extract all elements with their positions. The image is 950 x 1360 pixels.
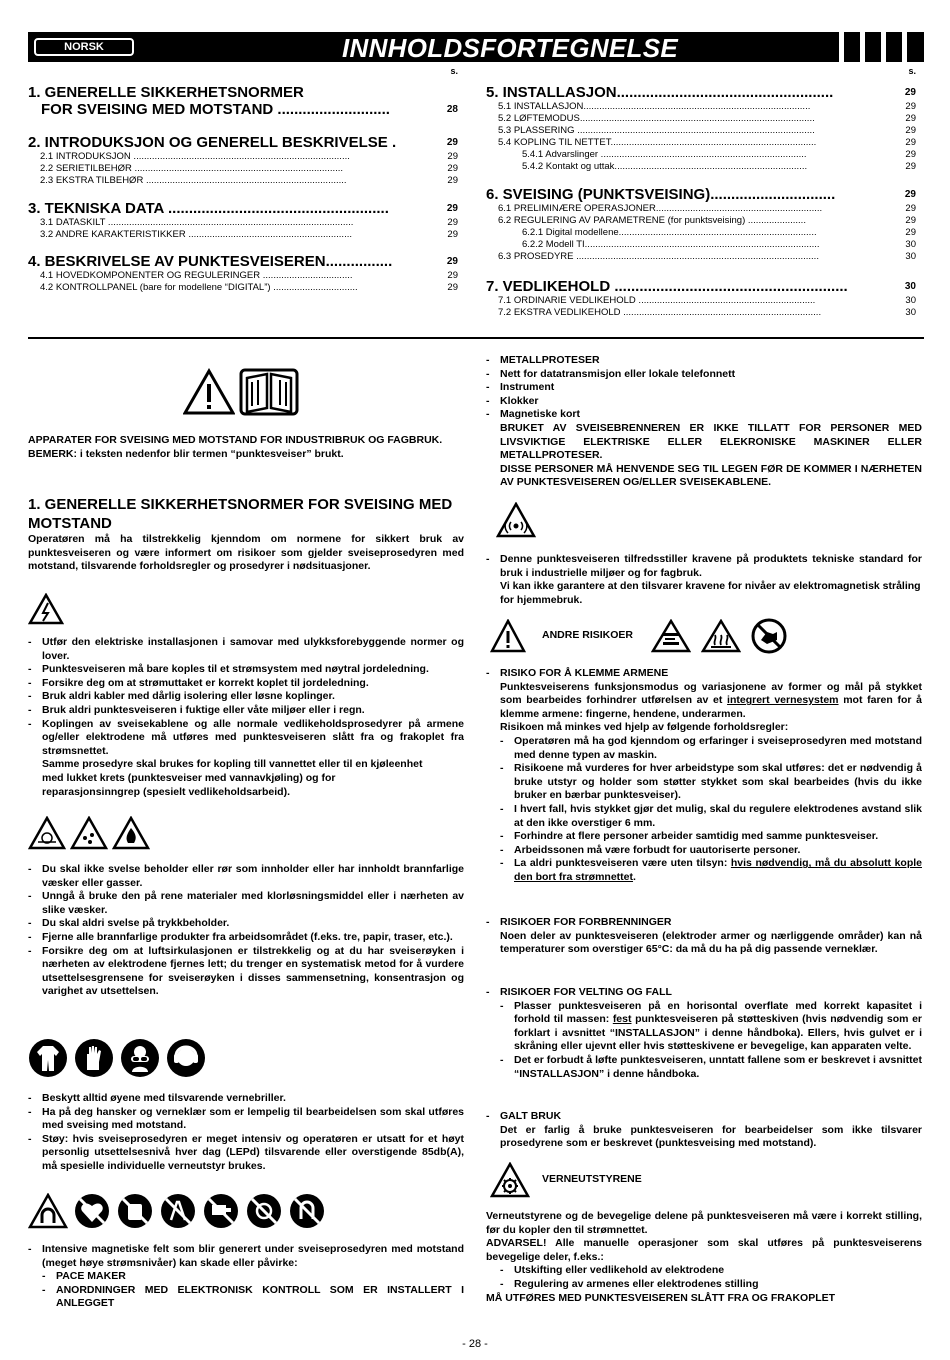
toc-item[interactable]: 7.1 ORDINARIE VEDLIKEHOLD ................................................................... 30 [498, 295, 916, 306]
toc-section-4[interactable] [28, 253, 458, 294]
intro-note: BEMERK: i teksten nedenfor blir termen “punktesveiser” brukt. [28, 447, 344, 460]
burn-risk-block: - RISIKOER FOR FORBRENNINGER Noen deler av punktesveiseren (elektroder armer og nærliggende områder) kan nå temperaturer som overstiger 65°C: da må du ha på dig passende verneklær. [486, 916, 922, 956]
list-item: - Regulering av armenes eller elektrodenes stilling [500, 1277, 759, 1290]
section-divider [28, 337, 924, 339]
list-item-extra: Vi kan ikke garantere at den tilsvarer kravene for nivåer av elektromagnetisk stråling for hjemmebruk. [500, 580, 921, 606]
list-item: - Arbeidssonen må være forbudt for uautoriserte personer. [500, 843, 801, 856]
toc-title: 4. BESKRIVELSE AV PUNKTESVEISEREN................ [28, 253, 393, 270]
flammable-hazard-icon [112, 816, 150, 850]
list-item-extra: Samme prosedyre skal brukes for kopling till vannettet eller til en kjøleenhet [42, 758, 423, 771]
ppe-icons [28, 1038, 206, 1078]
list-item: - Forsikre deg om at luftsirkulasjonen er tilstrekkelig og at du har sveiserøyken i nærheten av elektrodene fjernes lett; du trenger en systematisk metod for å vurdere utsettelsesgrensene for sveiserøyken i disses sammensetning, konsentrasjon og varighet av utsettelsen. [28, 944, 464, 998]
toc-item[interactable]: 6.2.1 Digital modellene........................................................................... 29 [522, 227, 916, 238]
burn-risk-paragraph: Noen deler av punktesveiseren (elektroder armer og nærliggende områder) kan nå temperaturer som overstiger 65°C: da må du ha på dig passende verneklær. [500, 929, 922, 956]
corrosive-hazard-icon [70, 816, 108, 850]
list-item: - Operatøren må ha god kjenndom og erfaringer i sveiseprosedyren med motstand med denne typen av maskin. [500, 734, 922, 761]
guards-paragraph: Verneutstyrene og de bevegelige delene på punktesveiseren må være i korrekt stilling, før du kopler den til strømnettet. [486, 1210, 922, 1236]
electric-hazard-icon [28, 593, 64, 625]
no-data-cable-icon [202, 1192, 240, 1230]
warning-manual-icons [183, 368, 299, 416]
warning-triangle-icon [183, 368, 235, 416]
magnetic-sub-list [486, 354, 922, 490]
toc-section-2[interactable] [28, 134, 458, 187]
toc-title: FOR SVEISING MED MOTSTAND ........................... [41, 101, 390, 118]
no-electronic-device-icon [159, 1192, 197, 1230]
toc-item[interactable]: 5.4.2 Kontakt og uttak......................................................................... 29 [522, 161, 916, 172]
toc-right-column [486, 66, 916, 326]
section-1-title: 1. GENERELLE SIKKERHETSNORMER FOR SVEISING MED MOTSTAND [28, 496, 453, 532]
gloves-icon [74, 1038, 114, 1078]
toc-item[interactable]: 5.4 KOPLING TIL NETTET.............................................................................. 29 [498, 137, 916, 148]
toc-title: 3. TEKNISKA DATA ..................................................... [28, 200, 389, 217]
toc-title: 6. SVEISING (PUNKTSVEISING).............................. [486, 186, 836, 203]
hearing-protection-icon [166, 1038, 206, 1078]
burn-risk-title: RISIKOER FOR FORBRENNINGER [500, 916, 672, 928]
warning-text: BRUKET AV SVEISEBRENNEREN ER IKKE TILLATT FOR PERSONER MED LIVSVIKTIGE ELEKTRISKE ELLER ELEKRONISKE MASKINER ELLER METALLPROTESER. [500, 421, 922, 462]
header-bars-decoration [839, 32, 918, 62]
no-magnetic-card-icon [288, 1192, 326, 1230]
toc-section-3[interactable] [28, 200, 458, 241]
toc-section-1[interactable] [28, 84, 458, 118]
body-right-column [486, 350, 922, 1330]
misuse-title: GALT BRUK [500, 1110, 562, 1122]
list-item: - Det er forbudt å løfte punktesveiseren, unntatt fallene som er beskrevet i avsnittet “INSTALLASJON” i denne håndboka. [500, 1053, 922, 1080]
list-item: - Forsikre deg om at strømuttaket er korrekt koplet til jordeledning. [28, 676, 369, 689]
fire-hazard-icons [28, 816, 150, 850]
toc-item[interactable]: 5.4.1 Advarslinger .............................................................................. 29 [522, 149, 916, 160]
magnetic-prohibition-icons [28, 1192, 326, 1230]
list-item: - Du skal aldri svelse på trykkbeholder. [28, 917, 230, 930]
misuse-paragraph: Det er farlig å bruke punktesveiseren for bearbeidelser som ikke tilsvarer prosedyrene som er beskrevet (punktesveising med motstand). [500, 1123, 922, 1150]
moving-parts-hazard-icon [490, 1162, 530, 1198]
list-sub-item: - Klokker [486, 394, 539, 407]
list-item: - Utskifting eller vedlikehold av elektrodene [500, 1264, 725, 1277]
toc-page: 29 [446, 256, 458, 267]
toc-page: 29 [446, 137, 458, 148]
toc-item[interactable]: 6.3 PROSEDYRE ............................................................................................ 30 [498, 251, 916, 262]
guards-heading [490, 1162, 642, 1198]
list-item: - Utfør den elektriske installasjonen i samovar med ulykksforebyggende normer og lover. [28, 636, 464, 662]
toc-item[interactable]: 6.2 REGULERING AV PARAMETRENE (for punktsveising) ...................... 29 [498, 215, 916, 226]
list-sub-item: - METALLPROTESER [486, 354, 600, 366]
safety-goggles-icon [120, 1038, 160, 1078]
list-item: - Støy: hvis sveiseprosedyren er meget intensiv og operatøren er utsatt for et høyt personlig utsettelsesnivå hver dag (LEPd) tilsvarende eller overstigende 85db(A), må spesielle individuelle verneutstyr brukes. [28, 1132, 464, 1172]
toc-page: 29 [446, 203, 458, 214]
toc-left-column [28, 66, 458, 326]
list-item: - Intensive magnetiske felt som blir generert under sveiseprosedyren med motstand (meget høye strømsnivåer) kan skade eller påvirke: [28, 1243, 464, 1269]
ppe-list [28, 1092, 464, 1174]
toc-item[interactable]: 2.2 SERIETILBEHØR ............................................................................... 29 [40, 163, 458, 174]
list-item: - Beskytt alltid øyene med tilsvarende vernebriller. [28, 1092, 286, 1104]
list-item: - Fjerne alle brannfarlige produkter fra arbeidsområdet (f.eks. tre, papir, traser, etc.). [28, 930, 453, 943]
list-item-extra: reparasjonsinngrep (spesielt vedlikeholdsarbeid). [42, 785, 290, 798]
list-item: - Koplingen av sveisekablene og alle normale vedlikeholdsprosedyrer på armene og/eller elektrodene må utføres med punktesveiseren slått fra og frakoplet fra strømsnettet. [28, 717, 464, 757]
toc-item[interactable]: 2.1 INTRODUKSJON .................................................................................. 29 [40, 151, 458, 162]
toc-section-5[interactable] [486, 84, 916, 173]
list-item: - Unngå å bruke den på rene materialer med klorløsningsmiddel eller i nærheten av slike væsker. [28, 890, 464, 916]
crushing-hazard-icon [651, 619, 691, 653]
guards-block [486, 1210, 922, 1305]
magnetic-field-list [28, 1243, 464, 1311]
toc-item[interactable]: 3.1 DATASKILT ............................................................................................. 29 [40, 217, 458, 228]
list-item: - Ha på deg hansker og verneklær som er lempelig til bearbeidelsen som skal utføres med sveising med motstand. [28, 1105, 464, 1132]
list-item: - Bruk aldri kabler med dårlig isolering eller løsne koplinger. [28, 690, 335, 703]
toc-title: 1. GENERELLE SIKKERHETSNORMER [28, 84, 304, 101]
misuse-block: - GALT BRUK Det er farlig å bruke punktesveiseren for bearbeidelser som ikke tilsvarer prosedyrene som er beskrevet (punktesveising med motstand). [486, 1110, 922, 1150]
toc-title: 5. INSTALLASJON.................................................... [486, 84, 834, 101]
guards-warning: ADVARSEL! Alle manuelle operasjoner som skal utføres på punktesveiserens bevegelige deler, f.eks.: [486, 1237, 922, 1263]
toc-item[interactable]: 4.2 KONTROLLPANEL (bare for modellene “DIGITAL”) ................................ 29 [40, 282, 458, 293]
toc-title: 2. INTRODUKSJON OG GENERELL BESKRIVELSE . [28, 134, 397, 151]
electric-safety-list [28, 636, 464, 799]
toc-item[interactable]: 3.2 ANDRE KARAKTERISTIKKER .............................................................. 29 [40, 229, 458, 240]
toc-section-7[interactable] [486, 278, 916, 319]
list-item-extra: med lukket krets (punktesveiser med vannavkjøling) og for [42, 771, 336, 784]
toc-page: 29 [904, 189, 916, 200]
guards-final: MÅ UTFØRES MED PUNKTESVEISEREN SLÅTT FRA OG FRAKOPLET [486, 1291, 836, 1304]
guards-title: VERNEUTSTYRENE [542, 1173, 642, 1186]
toc-page: 29 [904, 87, 916, 98]
section-1-paragraph: Operatøren må ha tilstrekkelig kjenndom om normene for sikkert bruk av punktesveiseren og være informert om risikoer som gjelder sveiseprosedyren med motstand, tilsvarende forholdsregler og prosedyrer i nødsituasjoner. [28, 533, 464, 573]
intro-text: APPARATER FOR SVEISING MED MOTSTAND FOR INDUSTRIBRUK OG FAGBRUK. [28, 434, 443, 446]
other-risks-label: ANDRE RISIKOER [542, 629, 634, 642]
hot-surface-icon [701, 619, 741, 653]
toc-item[interactable]: 4.1 HOVEDKOMPONENTER OG REGULERINGER .................................. 29 [40, 270, 458, 281]
fall-risk-block: - RISIKOER FOR VELTING OG FALL - Plasser punktesveiseren på en horisontal overflate med korrekt kapasitet i forhold til massen: fest punktesveiseren på støtteskiven (hvis nødvendig som er forklart i avsnittet “INSTALLASJON” i denne håndboka). Ellers, hvis gulvet er i skråning eller ujevnt eller hvis støtteskivene er bevegelige, kan apparaten velte. - Det er forbudt å løfte punktesveiseren, unntatt fallene som er beskrevet i avsnittet “INSTALLASJON” i denne håndboka. [486, 986, 923, 1080]
list-item: - La aldri punktesveiseren være uten tilsyn: hvis nødvendig, må du absolutt kople den bort fra strømnettet. [500, 857, 922, 883]
other-risks-icons [490, 618, 787, 654]
toc-item[interactable]: 5.1 INSTALLASJON...................................................................................... 29 [498, 101, 916, 112]
list-item: - Denne punktesveiseren tilfredsstiller kravene på produktets tekniske standard for bruk i industrielle miljøer og for fagbruk. [486, 553, 922, 579]
crush-risk-title: RISIKO FOR Å KLEMME ARMENE [500, 667, 669, 679]
toc-title: 7. VEDLIKEHOLD ........................................................ [486, 278, 848, 295]
intro-block [28, 434, 464, 461]
list-item: - Du skal ikke svelse beholder eller rør som innholder eller har innholdt brannfarlige væsker eller gasser. [28, 863, 464, 889]
fall-risk-title: RISIKOER FOR VELTING OG FALL [500, 986, 672, 998]
body-left-column [28, 350, 464, 1330]
toc-page-label: s. [450, 66, 458, 76]
list-item: - Bruk aldri punktesveiseren i fuktige eller våte miljøer eller i regn. [28, 703, 365, 716]
page-number: - 28 - [462, 1338, 488, 1350]
no-pacemaker-icon [73, 1192, 111, 1230]
warning-triangle-icon [490, 619, 526, 653]
section-1 [28, 495, 464, 574]
list-item: - Punktesveiseren må bare koples til et strømsystem med nøytral jordeledning. [28, 663, 429, 676]
warning-text: DISSE PERSONER MÅ HENVENDE SEG TIL LEGEN FØR DE KOMMER I NÆRHETEN AV PUNKTESVEISEREN OG/ELLER SVEISEKABLENE. [500, 462, 922, 489]
page-header [28, 32, 924, 62]
toc-section-6[interactable] [486, 186, 916, 263]
fire-safety-list [28, 863, 464, 999]
no-watch-icon [245, 1192, 283, 1230]
crush-risk-paragraph: Punktesveiserens funksjonsmodus og variasjonene av former og mål på stykket som bearbeides forhindrer utførelsen av et integrert vernesystem mot faren for å klemme armene: fingerne, hendene, underarmen. [500, 680, 922, 720]
toc-page-label: s. [908, 66, 916, 76]
crush-risk-paragraph-2: Risikoen må minkes ved hjelp av følgende forholdsregler: [500, 721, 789, 734]
toc-item[interactable]: 6.1 PRELIMINÆRE OPERASJONER............................................................... 29 [498, 203, 916, 214]
toc-item[interactable]: 7.2 EKSTRA VEDLIKEHOLD ........................................................................... 30 [498, 307, 916, 318]
list-item: - Plasser punktesveiseren på en horisontal overflate med korrekt kapasitet i forhold til massen: fest punktesveiseren på støtteskiven (hvis nødvendig som er forklart i avsnittet “INSTALLASJON” i denne håndboka). Ellers, hvis gulvet er i skråning eller ujevnt eller hvis støtteskivene er bevegelige, kan apparaten velte. [500, 999, 923, 1053]
crush-risk-block: - RISIKO FOR Å KLEMME ARMENE Punktesveiserens funksjonsmodus og variasjonene av former og mål på stykket som bearbeides forhindrer utførelsen av et integrert vernesystem mot faren for å klemme armene: fingerne, hendene, underarmen. Risikoen må minkes ved hjelp av følgende forholdsregler: - Operatøren må ha god kjenndom og erfaringer i sveiseprosedyren med motstand med denne typen av maskin. - Risikoene må vurderes for hver arbeidstype som skal utføres: det er nødvendig å bruke utstyr og holder som støtter stykket som skal bearbeides (hvis du ikke bruker en bærbar punktesveiser). - I hvert fall, hvis stykket gjør det mulig, skal du regulere elektrodenes avstand slik at den ikke overstiger 6 mm. - Forhindre at flere personer arbeider samtidig med samme punktesveiser. - Arbeidssonen må være forbudt for uautoriserte personer. - La aldri punktesveiseren være uten tilsyn: hvis nødvendig, må du absolutt kople den bort fra strømnettet. [486, 667, 922, 883]
read-manual-icon [239, 368, 299, 416]
list-item: - Forhindre at flere personer arbeider samtidig med samme punktesveiser. [500, 830, 879, 843]
language-tag: NORSK [34, 38, 134, 56]
list-sub-item: - Magnetiske kort [486, 408, 580, 421]
toc-item[interactable]: 6.2.2 Modell TI......................................................................................... 30 [522, 239, 916, 250]
toc-page: 28 [446, 104, 458, 115]
list-sub-item: - Instrument [486, 381, 555, 394]
explosion-hazard-icon [28, 816, 66, 850]
toc-page: 30 [904, 281, 916, 292]
document-title: INNHOLDSFORTEGNELSE [341, 33, 679, 63]
list-item: - Risikoene må vurderes for hver arbeidstype som skal utføres: det er nødvendig å bruke utstyr og holder som støtter stykket som skal bearbeides (hvis du ikke bruker en bærbar punktesveiser). [500, 762, 922, 802]
emc-block [486, 553, 922, 607]
list-sub-item: - PACE MAKER [42, 1270, 126, 1283]
electromagnetic-radiation-icon [496, 502, 536, 538]
magnetic-field-warning-icon [28, 1193, 68, 1229]
toc-item[interactable]: 5.2 LØFTEMODUS......................................................................................... 29 [498, 113, 916, 124]
list-sub-item: - Nett for datatransmisjon eller lokale telefonnett [486, 367, 736, 380]
list-item: - I hvert fall, hvis stykket gjør det mulig, skal du regulere elektrodenes avstand slik at den ikke overstiger 6 mm. [500, 802, 922, 829]
no-metal-implant-icon [116, 1192, 154, 1230]
no-hands-icon [751, 618, 787, 654]
list-sub-item: - ANORDNINGER MED ELEKTRONISK KONTROLL SOM ER INSTALLERT I ANLEGGET [42, 1283, 464, 1310]
protective-clothing-icon [28, 1038, 68, 1078]
toc-item[interactable]: 2.3 EKSTRA TILBEHØR ............................................................................ 29 [40, 175, 458, 186]
toc-item[interactable]: 5.3 PLASSERING .......................................................................................... 29 [498, 125, 916, 136]
